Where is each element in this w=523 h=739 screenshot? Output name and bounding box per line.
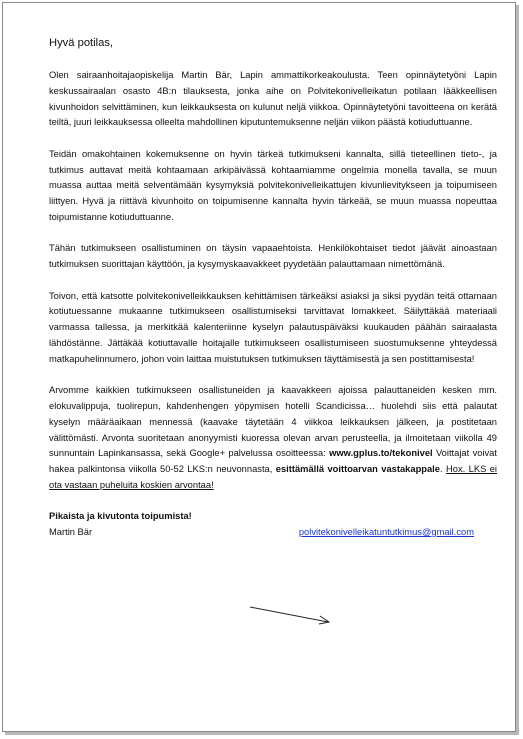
paragraph-importance: Teidän omakohtainen kokemuksenne on hyvin tärkeä tutkimukseni kannalta, sillä tieteellinen tieto-, ja tutkimus auttavat meitä kohtaamaan arkipäivässä kohtaamiamme ongelmia monella tavalla, se muun muassa auttaa meitä selventämään kysymyksiä polvitekonivelleikattujen kivunlievitykseen ja toipumiseen liittyen. Hyvä ja riittävä kivunhoito on toipumisenne kannalta hyvin tärkeää, se muun muassa nopeuttaa toipumistanne kotiuduttuanne.	[49, 148, 497, 222]
paragraph-voluntary: Tähän tutkimukseen osallistuminen on täysin vapaaehtoista. Henkilökohtaiset tiedot jäävät ainoastaan tutkimuksen suorittajan käyttöön, ja kysymyskaavakkeet pyydetään palauttamaan nimettömänä.	[49, 243, 497, 270]
signature-row	[49, 525, 474, 541]
lottery-pickup-text: Voittajat voivat hakea palkintonsa viikolla 50-52 LKS:n neuvonnasta,	[49, 448, 497, 475]
lottery-text: Arvomme kaikkien tutkimukseen osallistuneiden ja kaavakkeen ajoissa palauttaneiden kesken mm. elokuvalippuja, tuolirepun, kahdenhengen yöpymisen hotelli Scandicissa… huolehdi siis että palautat kyselyn määräaikaan mennessä (kaavake täytetään 4 viikkoa leikkauksen jälkeen, ja postitetaan välittömästi. Arvonta suoritetaan anonyymisti kuoressa olevan arvan perusteella, ja ilmoitetaan viikolla 49 sunnuntain Lapinkansassa, sekä Google+ palvelussa osoitteessa:	[49, 385, 497, 459]
gplus-link[interactable]: www.gplus.to/tekonivel	[329, 448, 433, 459]
arrow-icon	[248, 604, 334, 628]
lottery-note: Hox. LKS ei ota vastaan puheluita koskien arvontaa!	[49, 464, 498, 490]
paragraph-intro: Olen sairaanhoitajaopiskelija Martin Bär, Lapin ammattikorkeakoulusta. Teen opinnäytetyöni Lapin keskussairaalan osasto 4B:n tilauksesta, jonka aihe on Polvitekonivelleikatun potilaan lääkkeellisen kivunhoidon selvittäminen, kun leikkauksesta on kulunut neljä viikkoa. Opinnäytetyöni tavoitteena on kerätä teiltä, juuri leikkauksessa olleelta mahdollinen kiputuntemuksenne neljän viikon päästä kotiuduttuanne.	[49, 70, 497, 128]
signature-name: Martin Bär	[49, 527, 93, 538]
greeting: Hyvä potilas,	[49, 37, 114, 49]
lottery-voucher-text: esittämällä voittoarvan vastakappale	[275, 464, 440, 475]
email-link[interactable]: polvitekonivelleikatuntutkimus@gmail.com	[298, 527, 474, 538]
paragraph-instructions: Toivon, että katsotte polvitekonivelleikkauksen kehittämisen tärkeäksi asiaksi ja siksi pyydän teitä ottamaan kotiutuessanne mukaanne tutkimukseen osallistumiseksi tarvittavat lomakkeet. Säilyttäkää materiaali varmassa tallessa, ja merkitkää kalenteriinne kyselyn palautuspäiväksi kuukauden päähän sairaalasta lähdöstänne. Jättäkää kotiuttavalle hoitajalle tutkimukseen osallistumiseen suostumuksenne yhteydessä matkapuhelinnumero, johon voin laittaa muistutuksen tutkimuksen täyttämisestä ja sen postittamisesta!	[49, 290, 497, 364]
paragraph-lottery	[49, 383, 497, 494]
lottery-period: .	[439, 464, 447, 475]
closing-line: Pikaista ja kivutonta toipumista!	[49, 511, 192, 522]
letter-body	[49, 36, 497, 541]
